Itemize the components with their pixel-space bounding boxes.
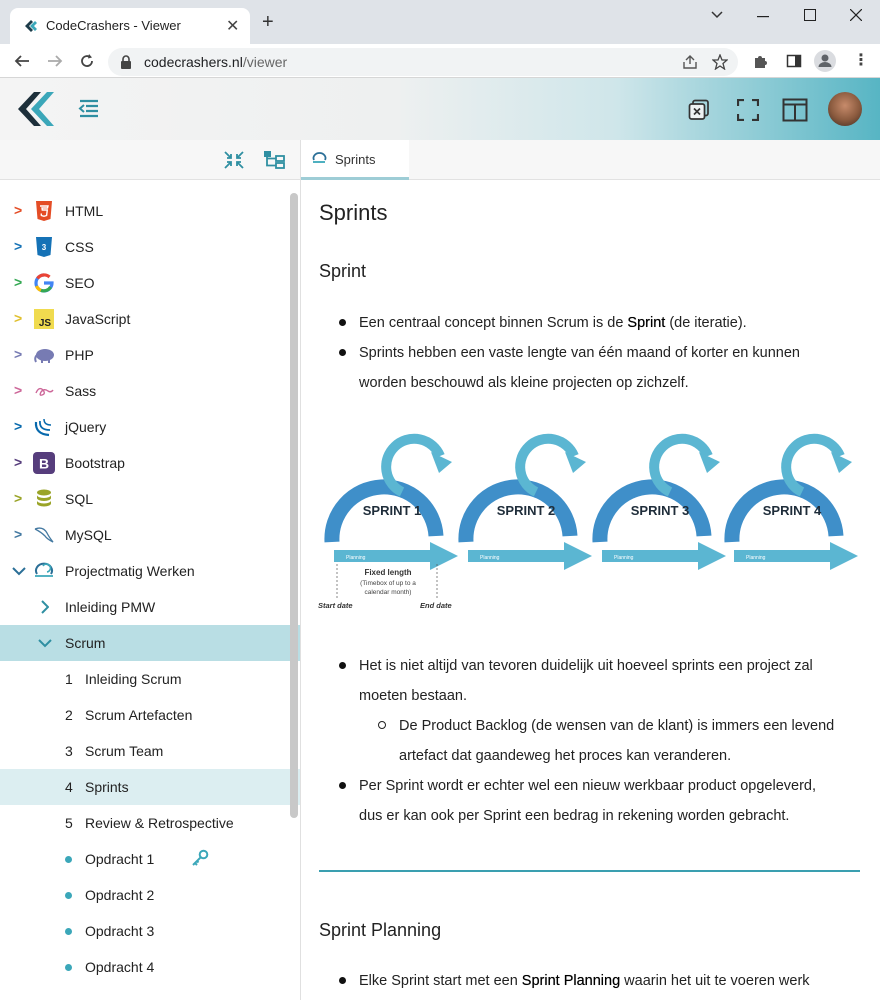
sidebar-item-label: MySQL — [65, 527, 112, 543]
google-icon — [33, 272, 55, 294]
bullet-dot-icon — [339, 349, 346, 356]
lock-icon[interactable] — [120, 55, 132, 69]
lesson-number: 4 — [65, 779, 73, 795]
bullet-text — [359, 966, 810, 996]
app-header — [0, 78, 880, 140]
side-panel-icon[interactable] — [786, 53, 802, 69]
tab-search-icon[interactable] — [710, 10, 724, 20]
sidebar-item-label: Scrum — [65, 635, 106, 651]
sidebar-item-label: Bootstrap — [65, 455, 125, 471]
sidebar-item-label: HTML — [65, 203, 104, 219]
extensions-puzzle-icon[interactable] — [752, 53, 768, 69]
chevron-right-icon[interactable]: > — [14, 526, 23, 542]
sidebar-item-inleiding-pmw[interactable] — [0, 589, 300, 625]
lesson-number: 5 — [65, 815, 73, 831]
sidebar-item-label: Sass — [65, 383, 97, 399]
lesson-item[interactable] — [0, 733, 300, 769]
scrum-cycle-icon — [33, 560, 55, 582]
forward-arrow-icon[interactable] — [47, 53, 63, 69]
sidebar-item-label: PHP — [65, 347, 94, 363]
url-text — [144, 54, 287, 70]
back-arrow-icon[interactable] — [14, 53, 30, 69]
codecrashers-favicon — [23, 18, 39, 34]
bullet-text-line: worden beschouwd als kleine projecten op zichzelf. — [359, 375, 689, 391]
svg-text:JS: JS — [38, 318, 52, 329]
lesson-item-active[interactable] — [0, 769, 300, 805]
avatar[interactable] — [828, 92, 862, 126]
sass-icon — [33, 380, 55, 402]
sidebar-item-mysql[interactable] — [0, 517, 300, 553]
planning-label: Planning — [746, 555, 766, 561]
browser-tab-strip — [0, 0, 880, 44]
codecrashers-logo[interactable] — [16, 90, 58, 128]
bullet-text-line: Het is niet altijd van tevoren duidelijk uit hoeveel sprints een project zal — [359, 658, 813, 674]
lesson-number: 2 — [65, 707, 73, 723]
tab-label: Sprints — [335, 152, 376, 167]
url-path: /viewer — [242, 54, 288, 70]
bullet-text-line: artefact dat gaandeweg het proces kan veranderen. — [399, 748, 732, 764]
fixed-length-label: Fixed length — [364, 568, 412, 577]
kebab-menu-icon[interactable]: ⋮ — [853, 52, 869, 69]
database-icon — [33, 488, 55, 510]
css3-icon — [33, 236, 55, 258]
sprint-label: SPRINT 4 — [762, 503, 822, 518]
sidebar-item-label: jQuery — [65, 419, 107, 435]
chevron-right-icon[interactable]: > — [14, 454, 23, 470]
chevron-down-icon[interactable] — [12, 566, 26, 576]
sidebar-item-sass[interactable] — [0, 373, 300, 409]
sidebar-item-html[interactable] — [0, 193, 300, 229]
lesson-number: 3 — [65, 743, 73, 759]
chevron-down-icon[interactable] — [38, 638, 52, 648]
tree-view-icon[interactable] — [263, 150, 285, 170]
lesson-label: Review & Retrospective — [85, 815, 234, 831]
reload-icon[interactable] — [79, 53, 95, 69]
text-span: (de iteratie). — [665, 315, 747, 331]
bullet-dot-icon — [339, 977, 346, 984]
chevron-right-icon[interactable]: > — [14, 418, 23, 434]
sidebar-scrollbar[interactable] — [290, 193, 298, 818]
browser-tab[interactable] — [10, 8, 250, 44]
sidebar-item-label: SEO — [65, 275, 95, 291]
bootstrap-icon — [33, 452, 55, 474]
chevron-right-icon[interactable]: > — [14, 274, 23, 290]
bullet-dot-icon — [339, 319, 346, 326]
sidebar-item-label: JavaScript — [65, 311, 131, 327]
bullet-text-line: Per Sprint wordt er echter wel een nieuw werkbaar product opgeleverd, — [359, 778, 816, 794]
section-heading: Sprint — [319, 261, 367, 281]
sprint-label: SPRINT 3 — [630, 503, 690, 518]
php-elephant-icon — [33, 344, 55, 366]
bullet-dot-icon — [65, 856, 72, 863]
bullet-text-line: De Product Backlog (de wensen van de klant) is immers een levend — [399, 718, 835, 734]
text-span: waarin het uit te voeren werk — [620, 973, 810, 989]
tab-sprints[interactable] — [301, 140, 409, 180]
address-bar[interactable] — [108, 48, 738, 76]
lesson-label: Inleiding Scrum — [85, 671, 182, 687]
bullet-text-line: Sprints hebben een vaste lengte van één maand of korter en kunnen — [359, 345, 800, 361]
sprint-label: SPRINT 2 — [496, 503, 556, 518]
lesson-label: Sprints — [85, 779, 129, 795]
assignment-label: Opdracht 4 — [85, 959, 155, 975]
lesson-item[interactable] — [0, 697, 300, 733]
svg-text:B: B — [38, 455, 50, 472]
text-span: Elke Sprint start met een — [359, 973, 522, 989]
toolbar-row — [0, 140, 880, 180]
browser-tab-title: CodeCrashers - Viewer — [46, 18, 181, 33]
sidebar-item-label: Projectmatig Werken — [65, 563, 195, 579]
new-tab-icon[interactable]: + — [262, 11, 274, 33]
sidebar-item-sql[interactable] — [0, 481, 300, 517]
bullet-text-line: dus er kan ook per Sprint een bedrag in rekening worden gebracht. — [359, 808, 790, 824]
sidebar-item-css[interactable] — [0, 229, 300, 265]
section-divider — [319, 870, 860, 872]
bookmark-star-icon[interactable] — [712, 54, 728, 70]
assignment-label: Opdracht 3 — [85, 923, 155, 939]
html5-icon — [33, 200, 55, 222]
bullet-dot-icon — [65, 928, 72, 935]
timebox-label: (Timebox of up to a — [360, 580, 416, 587]
chevron-right-icon[interactable]: > — [14, 346, 23, 362]
start-date-label: Start date — [318, 601, 353, 610]
sprint-label: SPRINT 1 — [362, 503, 422, 518]
page-title: Sprints — [319, 200, 388, 225]
fullscreen-icon[interactable] — [737, 99, 759, 121]
javascript-icon — [33, 308, 55, 330]
chevron-right-icon[interactable]: > — [14, 310, 23, 326]
jquery-icon — [33, 416, 55, 438]
sidebar-item-scrum[interactable] — [0, 625, 300, 661]
planning-label: Planning — [614, 555, 634, 561]
sidebar-item-jquery[interactable] — [0, 409, 300, 445]
timebox-label: calendar month) — [364, 589, 412, 596]
text-span: Een centraal concept binnen Scrum is de — [359, 315, 628, 331]
bullet-dot-icon — [65, 964, 72, 971]
lesson-item[interactable] — [0, 661, 300, 697]
lesson-label: Scrum Artefacten — [85, 707, 193, 723]
bullet-dot-icon — [339, 662, 346, 669]
bold-term: Sprint Planning — [521, 973, 621, 989]
section-heading: Sprint Planning — [319, 920, 442, 940]
chevron-right-icon[interactable] — [40, 600, 49, 614]
sidebar-item-javascript[interactable] — [0, 301, 300, 337]
assignment-item[interactable] — [0, 841, 300, 877]
sidebar-item-bootstrap[interactable] — [0, 445, 300, 481]
bullet-dot-icon — [339, 782, 346, 789]
layout-columns-icon[interactable] — [782, 98, 808, 122]
chevron-right-icon[interactable]: > — [14, 202, 23, 218]
url-host: codecrashers.nl — [144, 54, 243, 70]
planning-label: Planning — [480, 555, 500, 561]
bullet-dot-icon — [65, 892, 72, 899]
maximize-icon[interactable] — [804, 9, 816, 21]
lesson-item[interactable] — [0, 805, 300, 841]
chevron-right-icon[interactable]: > — [14, 238, 23, 254]
assignment-item[interactable] — [0, 949, 300, 985]
scrum-cycle-icon — [311, 150, 329, 166]
collapse-all-icon[interactable] — [224, 151, 244, 169]
close-window-icon[interactable] — [850, 9, 862, 21]
planning-label: Planning — [346, 555, 366, 561]
sprint-cycle-diagram — [318, 428, 862, 614]
chevron-right-icon[interactable]: > — [14, 382, 23, 398]
assignment-item[interactable] — [0, 877, 300, 913]
assignment-item[interactable] — [0, 913, 300, 949]
sidebar-item-label: CSS — [65, 239, 94, 255]
minimize-icon[interactable] — [757, 16, 769, 18]
chevron-right-icon[interactable]: > — [14, 490, 23, 506]
bullet-text-line: moeten bestaan. — [359, 688, 468, 704]
bold-term: Sprint — [627, 315, 666, 331]
close-tab-icon[interactable]: ✕ — [226, 18, 240, 35]
lesson-number: 1 — [65, 671, 73, 687]
profile-icon[interactable] — [814, 50, 836, 72]
bullet-text — [359, 308, 747, 338]
close-panels-icon[interactable] — [688, 99, 710, 121]
sidebar-item-label: SQL — [65, 491, 94, 507]
svg-text:3: 3 — [41, 243, 47, 252]
end-date-label: End date — [420, 601, 452, 610]
assignment-label: Opdracht 1 — [85, 851, 155, 867]
sidebar-item-label: Inleiding PMW — [65, 599, 156, 615]
lesson-label: Scrum Team — [85, 743, 164, 759]
mysql-dolphin-icon — [33, 524, 55, 546]
assignment-label: Opdracht 2 — [85, 887, 155, 903]
circle-bullet-icon — [378, 721, 386, 729]
sidebar-item-php[interactable] — [0, 337, 300, 373]
key-icon — [191, 849, 209, 867]
sidebar-divider — [300, 140, 301, 1000]
share-icon[interactable] — [682, 55, 698, 69]
collapse-menu-icon[interactable] — [78, 98, 100, 120]
sidebar-item-seo[interactable] — [0, 265, 300, 301]
sidebar-item-projectmatig-werken[interactable] — [0, 553, 300, 589]
browser-toolbar — [0, 44, 880, 78]
